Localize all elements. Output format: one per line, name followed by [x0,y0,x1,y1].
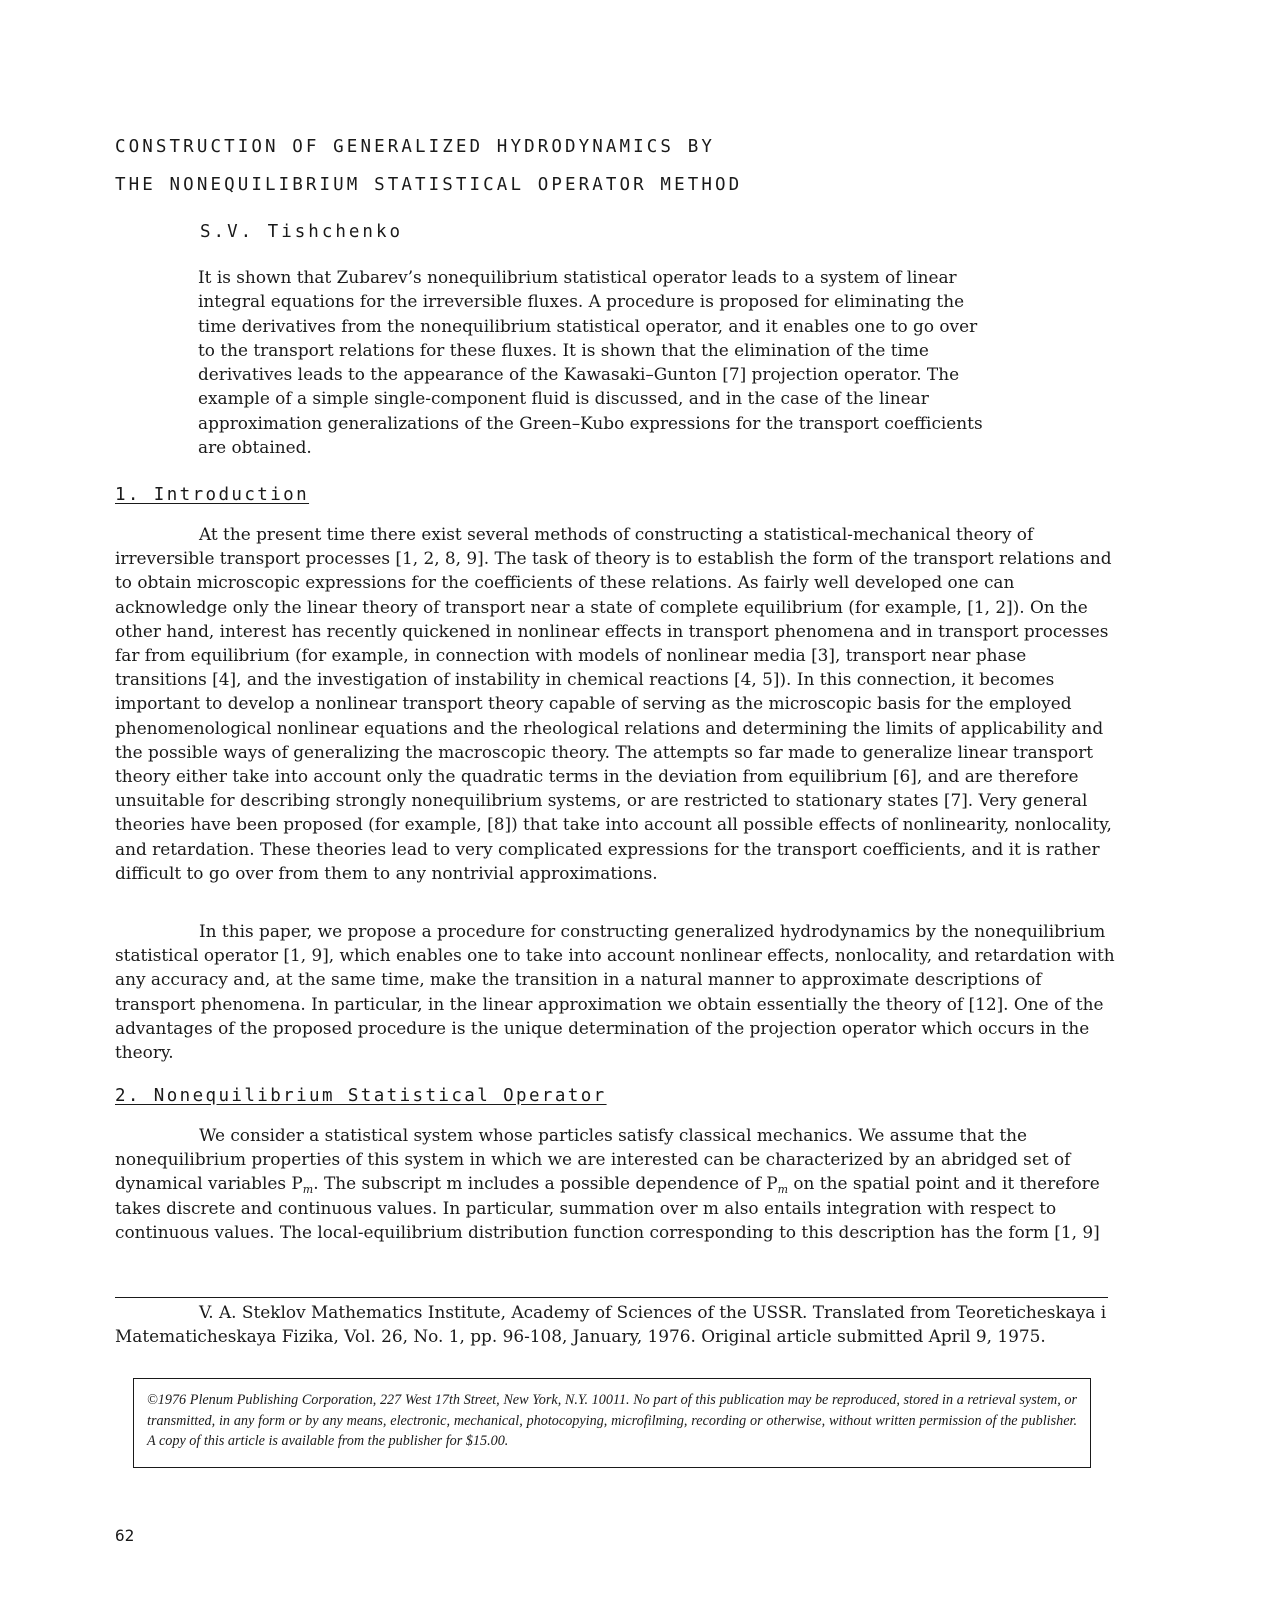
page-number: 62 [115,1526,135,1545]
copyright-notice: ©1976 Plenum Publishing Corporation, 227 West 17th Street, New York, N.Y. 10011. No part of this publication may be reproduced, stored in a retrieval system, or transmitted, in any form or by any means, electronic, mechanical, photocopying, microfilming, recording or otherwise, without written permission of the publisher. A copy of this article is available from the publisher for $15.00. [147,1392,1077,1449]
abstract: It is shown that Zubarev’s nonequilibrium statistical operator leads to a system of linear integral equations for the irreversible fluxes. A procedure is proposed for eliminating the time derivatives from the nonequilibrium statistical operator, and it enables one to go over to the transport relations for these fluxes. It is shown that the elimination of the time derivatives leads to the appearance of the Kawasaki–Gunton [7] projection operator. The example of a simple single-component fluid is discussed, and in the case of the linear approximation generalizations of the Green–Kubo expressions for the transport coefficients are obtained. [198,267,983,458]
footnote-divider [115,1297,1108,1298]
paper-title-line-1: CONSTRUCTION OF GENERALIZED HYDRODYNAMICS BY [115,137,715,157]
section-2-paragraph-1-part-1: We consider a statistical system whose particles satisfy classical mechanics. We assume that the nonequilibrium properties of this system in which we are interested can be characterized by an abridged set of dynamical variables P [115,1125,1071,1194]
affiliation-footnote: V. A. Steklov Mathematics Institute, Academy of Sciences of the USSR. Translated from Teoreticheskaya i Matematicheskaya Fizika, Vol. 26, No. 1, pp. 96-108, January, 1976. Original article submitted April 9, 1975. [115,1302,1107,1347]
section-2-paragraph-1-part-3: on the spatial point and it therefore takes discrete and continuous values. In particular, summation over m also entails integration with respect to continuous values. The local-equilibrium distribution function corresponding to this description has the form [1, 9] [115,1173,1100,1242]
section-1-paragraph-1: At the present time there exist several methods of constructing a statistical-mechanical theory of irreversible transport processes [1, 2, 8, 9]. The task of theory is to establish the form of the transport relations and to obtain microscopic expressions for the coefficients of these relations. As fairly well developed one can acknowledge only the linear theory of transport near a state of complete equilibrium (for example, [1, 2]). On the other hand, interest has recently quickened in nonlinear effects in transport phenomena and in transport processes far from equilibrium (for example, in connection with models of nonlinear media [3], transport near phase transitions [4], and the investigation of instability in chemical reactions [4, 5]). In this connection, it becomes important to develop a nonlinear transport theory capable of serving as the microscopic basis for the employed phenomenological nonlinear equations and the rheological relations and determining the limits of applicability and the possible ways of generalizing the macroscopic theory. The attempts so far made to generalize linear transport theory either take into account only the quadratic terms in the deviation from equilibrium [6], and are therefore unsuitable for describing strongly nonequilibrium systems, or are restricted to stationary states [7]. Very general theories have been proposed (for example, [8]) that take into account all possible effects of nonlinearity, nonlocality, and retardation. These theories lead to very complicated expressions for the transport coefficients, and it is rather difficult to go over from them to any nontrivial approximations. [115,524,1112,883]
section-1-heading: 1. Introduction [115,485,310,505]
section-1-paragraph-2: In this paper, we propose a procedure for constructing generalized hydrodynamics by the nonequilibrium statistical operator [1, 9], which enables one to take into account nonlinear effects, nonlocality, and retardation with any accuracy and, at the same time, make the transition in a natural manner to approximate descriptions of transport phenomena. In particular, in the linear approximation we obtain essentially the theory of [12]. One of the advantages of the proposed procedure is the unique determination of the projection operator which occurs in the theory. [115,921,1115,1063]
section-2-paragraph-1-part-2: . The subscript m includes a possible dependence of P [313,1173,778,1194]
paper-title-line-2: THE NONEQUILIBRIUM STATISTICAL OPERATOR METHOD [115,175,743,195]
subscript-m: m [302,1183,314,1197]
subscript-m: m [777,1183,788,1197]
author-name: S.V. Tishchenko [200,222,404,242]
copyright-box [133,1378,1091,1468]
section-2-paragraph-1 [115,1123,1115,1244]
section-2-heading: 2. Nonequilibrium Statistical Operator [115,1086,607,1106]
